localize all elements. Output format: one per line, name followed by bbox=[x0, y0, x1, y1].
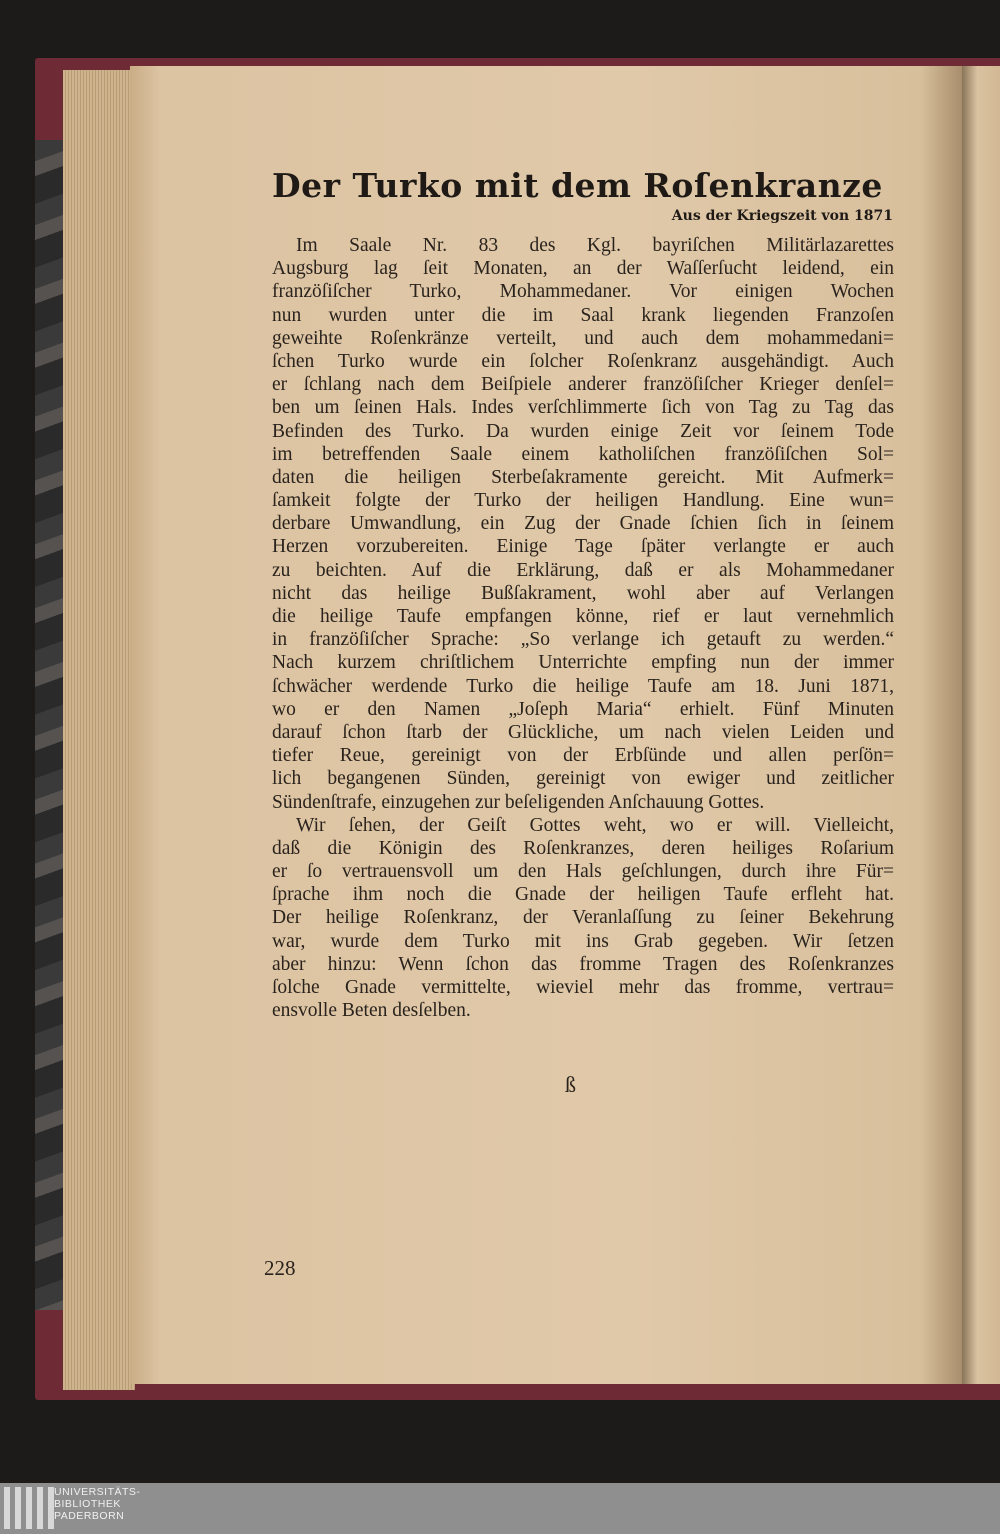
library-logo-text bbox=[54, 1486, 140, 1522]
body-text bbox=[272, 234, 894, 1022]
text-line: war, wurde dem Turko mit ins Grab gegeben. Wir ſetzen bbox=[272, 930, 894, 952]
cover-marbled-paper bbox=[35, 140, 63, 1310]
text-line: ensvolle Beten desſelben. bbox=[272, 1000, 471, 1022]
text-line: Sündenſtrafe, einzugehen zur beſeligenden Anſchauung Gottes. bbox=[272, 791, 765, 813]
library-logo-icon bbox=[4, 1487, 54, 1529]
logo-line: PADERBORN bbox=[54, 1510, 125, 1522]
text-line: geweihte Roſenkränze verteilt, und auch dem mohammedani= bbox=[272, 327, 894, 349]
text-line: nun wurden unter die im Saal krank liegenden Franzoſen bbox=[272, 304, 894, 326]
text-line: Befinden des Turko. Da wurden einige Zeit vor ſeinem Tode bbox=[272, 420, 894, 442]
logo-line: BIBLIOTHEK bbox=[54, 1498, 121, 1510]
text-line: ſchen Turko wurde ein ſolcher Roſenkranz ausgehändigt. Auch bbox=[272, 350, 894, 372]
text-line: franzöſiſcher Turko, Mohammedaner. Vor einigen Wochen bbox=[272, 281, 894, 303]
text-line: ſolche Gnade vermittelte, wieviel mehr das fromme, vertrau= bbox=[272, 977, 894, 998]
text-line: lich begangenen Sünden, gereinigt von ewiger und zeitlicher bbox=[272, 768, 894, 790]
text-line: wo er den Namen „Joſeph Maria“ erhielt. Fünf Minuten bbox=[272, 698, 894, 720]
text-line: ſprache ihm noch die Gnade der heiligen Taufe erfleht hat. bbox=[272, 884, 894, 906]
page-number: 228 bbox=[264, 1256, 296, 1280]
logo-line: UNIVERSITÄTS- bbox=[54, 1486, 141, 1498]
library-logo-bar bbox=[0, 1483, 1000, 1534]
page-edges bbox=[63, 70, 135, 1390]
text-line: tiefer Reue, gereinigt von der Erbſünde und allen perſön= bbox=[272, 745, 894, 767]
text-line: aber hinzu: Wenn ſchon das fromme Tragen des Roſenkranzes bbox=[272, 953, 894, 975]
text-line: nicht das heilige Bußſakrament, wohl aber auf Verlangen bbox=[272, 582, 894, 604]
text-line: ben um ſeinen Hals. Indes verſchlimmerte ſich von Tag zu Tag das bbox=[272, 397, 894, 419]
text-line: ſchwächer werdende Turko die heilige Taufe am 18. Juni 1871, bbox=[272, 675, 894, 697]
text-line: daten die heiligen Sterbeſakramente gereicht. Mit Aufmerk= bbox=[272, 466, 894, 488]
text-line: er ſchlang nach dem Beiſpiele anderer franzöſiſcher Krieger denſel= bbox=[272, 374, 894, 396]
page-title: Der Turko mit dem Roſenkranze bbox=[272, 166, 883, 205]
text-line: in franzöſiſcher Sprache: „So verlange ich getauft zu werden.“ bbox=[272, 629, 894, 651]
text-line: Der heilige Roſenkranz, der Veranlaſſung zu ſeiner Bekehrung bbox=[272, 907, 894, 929]
text-line: Wir ſehen, der Geiſt Gottes weht, wo er will. Vielleicht, bbox=[296, 814, 894, 836]
text-line: darauf ſchon ſtarb der Glückliche, um nach vielen Leiden und bbox=[272, 721, 894, 743]
text-line: derbare Umwandlung, ein Zug der Gnade ſchien ſich in ſeinem bbox=[272, 513, 894, 535]
text-line: die heilige Taufe empfangen könne, rief er laut vernehmlich bbox=[272, 606, 894, 627]
text-line: zu beichten. Auf die Erklärung, daß er als Mohammedaner bbox=[272, 559, 894, 581]
text-line: ſamkeit folgte der Turko der heiligen Handlung. Eine wun= bbox=[272, 490, 894, 512]
text-line: im betreffenden Saale einem katholiſchen franzöſiſchen Sol= bbox=[272, 443, 894, 465]
text-line: er ſo vertrauensvoll um den Hals geſchlungen, durch ihre Für= bbox=[272, 861, 894, 883]
page-subtitle: Aus der Kriegszeit von 1871 bbox=[671, 208, 893, 224]
text-line: Im Saale Nr. 83 des Kgl. bayriſchen Militärlazarettes bbox=[296, 235, 894, 256]
ornament-glyph: ß bbox=[565, 1072, 576, 1097]
text-line: daß die Königin des Roſenkranzes, deren heiliges Roſarium bbox=[272, 837, 894, 859]
facing-page-edge bbox=[962, 66, 1000, 1384]
text-line: Herzen vorzubereiten. Einige Tage ſpäter verlangte er auch bbox=[272, 536, 894, 558]
text-line: Augsburg lag ſeit Monaten, an der Waſſerſucht leidend, ein bbox=[272, 258, 894, 280]
text-line: Nach kurzem chriſtlichem Unterrichte empfing nun der immer bbox=[272, 652, 894, 674]
